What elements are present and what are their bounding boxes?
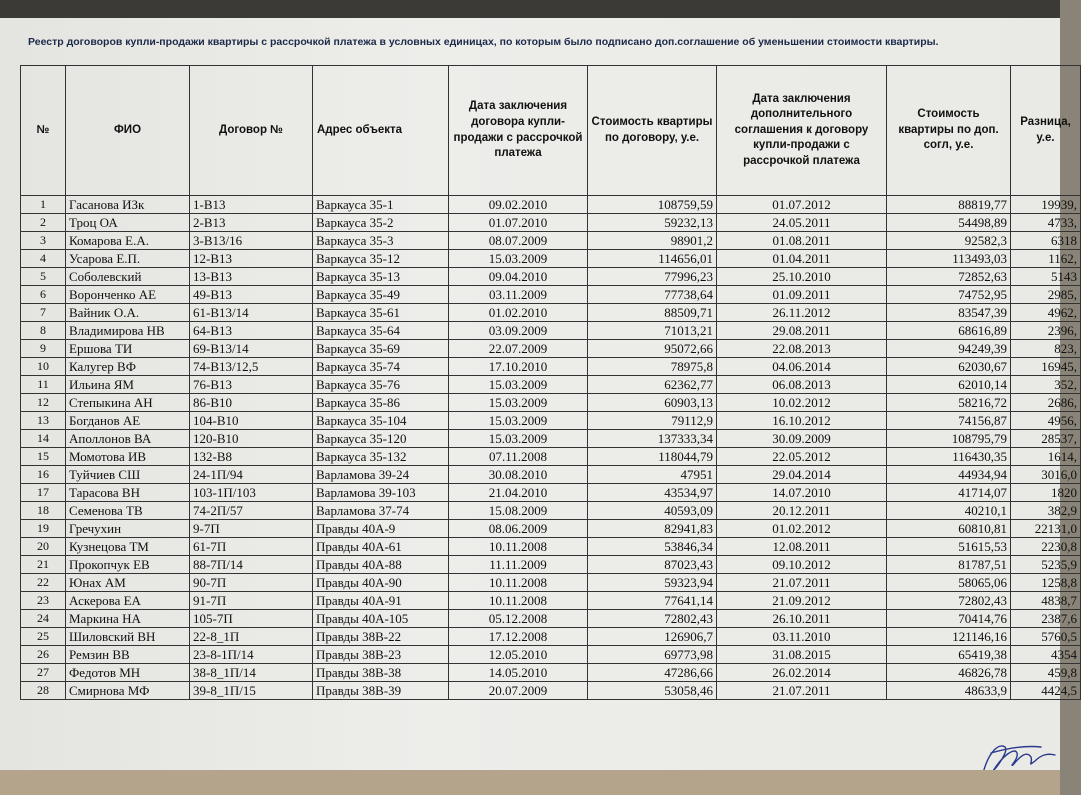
cell-row-number: 6 <box>21 286 66 304</box>
cell-object-address: Правды 40А-9 <box>313 520 449 538</box>
cell-addendum-price: 58065,06 <box>887 574 1011 592</box>
cell-contract-date: 15.03.2009 <box>449 250 588 268</box>
cell-contract-price: 53058,46 <box>588 682 717 700</box>
cell-contract-price: 98901,2 <box>588 232 717 250</box>
table-header-row <box>21 66 1081 196</box>
cell-contract-price: 53846,34 <box>588 538 717 556</box>
cell-full-name: Туйчиев СШ <box>66 466 190 484</box>
cell-difference: 22131,0 <box>1011 520 1081 538</box>
cell-contract-price: 79112,9 <box>588 412 717 430</box>
cell-row-number: 18 <box>21 502 66 520</box>
cell-contract-price: 59232,13 <box>588 214 717 232</box>
cell-object-address: Варкауса 35-69 <box>313 340 449 358</box>
cell-contract-price: 126906,7 <box>588 628 717 646</box>
cell-object-address: Правды 40А-91 <box>313 592 449 610</box>
cell-contract-number: 61-7П <box>190 538 313 556</box>
cell-addendum-date: 01.02.2012 <box>717 520 887 538</box>
table-row <box>21 394 1081 412</box>
cell-full-name: Владимирова НВ <box>66 322 190 340</box>
cell-object-address: Варкауса 35-64 <box>313 322 449 340</box>
cell-difference: 2387,6 <box>1011 610 1081 628</box>
cell-contract-number: 90-7П <box>190 574 313 592</box>
cell-addendum-price: 46826,78 <box>887 664 1011 682</box>
cell-addendum-date: 12.08.2011 <box>717 538 887 556</box>
cell-full-name: Комарова Е.А. <box>66 232 190 250</box>
cell-row-number: 21 <box>21 556 66 574</box>
cell-contract-number: 61-В13/14 <box>190 304 313 322</box>
cell-contract-date: 10.11.2008 <box>449 574 588 592</box>
cell-addendum-price: 108795,79 <box>887 430 1011 448</box>
table-row <box>21 376 1081 394</box>
cell-addendum-date: 20.12.2011 <box>717 502 887 520</box>
cell-addendum-date: 09.10.2012 <box>717 556 887 574</box>
cell-row-number: 25 <box>21 628 66 646</box>
cell-difference: 3016,0 <box>1011 466 1081 484</box>
cell-contract-number: 12-В13 <box>190 250 313 268</box>
cell-addendum-date: 04.06.2014 <box>717 358 887 376</box>
table-row <box>21 340 1081 358</box>
cell-object-address: Варкауса 35-61 <box>313 304 449 322</box>
cell-full-name: Соболевский <box>66 268 190 286</box>
cell-object-address: Правды 38В-38 <box>313 664 449 682</box>
cell-row-number: 1 <box>21 196 66 214</box>
cell-full-name: Федотов МН <box>66 664 190 682</box>
cell-addendum-price: 51615,53 <box>887 538 1011 556</box>
cell-contract-date: 15.03.2009 <box>449 394 588 412</box>
table-row <box>21 322 1081 340</box>
cell-addendum-price: 72852,63 <box>887 268 1011 286</box>
cell-object-address: Варкауса 35-13 <box>313 268 449 286</box>
header-number: № <box>21 66 66 196</box>
cell-row-number: 13 <box>21 412 66 430</box>
table-row <box>21 610 1081 628</box>
cell-object-address: Варкауса 35-74 <box>313 358 449 376</box>
cell-full-name: Шиловский ВН <box>66 628 190 646</box>
cell-contract-date: 01.07.2010 <box>449 214 588 232</box>
cell-contract-number: 38-8_1П/14 <box>190 664 313 682</box>
cell-contract-price: 69773,98 <box>588 646 717 664</box>
cell-contract-date: 10.11.2008 <box>449 592 588 610</box>
cell-addendum-price: 83547,39 <box>887 304 1011 322</box>
cell-difference: 4838,7 <box>1011 592 1081 610</box>
cell-difference: 5235,9 <box>1011 556 1081 574</box>
cell-difference: 2230,8 <box>1011 538 1081 556</box>
cell-difference: 4354 <box>1011 646 1081 664</box>
cell-addendum-price: 88819,77 <box>887 196 1011 214</box>
header-addendum-price: Стоимость квартиры по доп. согл, у.е. <box>887 66 1011 196</box>
cell-contract-date: 17.10.2010 <box>449 358 588 376</box>
cell-contract-number: 1-В13 <box>190 196 313 214</box>
cell-contract-number: 2-В13 <box>190 214 313 232</box>
cell-full-name: Троц ОА <box>66 214 190 232</box>
cell-contract-number: 22-8_1П <box>190 628 313 646</box>
header-contract-price: Стоимость квартиры по договору, у.е. <box>588 66 717 196</box>
cell-object-address: Правды 38В-39 <box>313 682 449 700</box>
table-row <box>21 592 1081 610</box>
cell-difference: 382,9 <box>1011 502 1081 520</box>
cell-row-number: 11 <box>21 376 66 394</box>
cell-difference: 459,8 <box>1011 664 1081 682</box>
cell-object-address: Варламова 37-74 <box>313 502 449 520</box>
cell-full-name: Ершова ТИ <box>66 340 190 358</box>
cell-object-address: Варламова 39-103 <box>313 484 449 502</box>
cell-contract-number: 74-2П/57 <box>190 502 313 520</box>
cell-row-number: 2 <box>21 214 66 232</box>
cell-object-address: Варкауса 35-1 <box>313 196 449 214</box>
table-row <box>21 214 1081 232</box>
cell-contract-date: 08.06.2009 <box>449 520 588 538</box>
table-row <box>21 682 1081 700</box>
table-row <box>21 646 1081 664</box>
cell-row-number: 5 <box>21 268 66 286</box>
cell-full-name: Тарасова ВН <box>66 484 190 502</box>
header-difference: Разница, у.е. <box>1011 66 1081 196</box>
cell-difference: 6318 <box>1011 232 1081 250</box>
cell-addendum-date: 21.09.2012 <box>717 592 887 610</box>
cell-contract-price: 59323,94 <box>588 574 717 592</box>
table-row <box>21 268 1081 286</box>
cell-addendum-date: 16.10.2012 <box>717 412 887 430</box>
cell-contract-price: 60903,13 <box>588 394 717 412</box>
cell-row-number: 28 <box>21 682 66 700</box>
cell-full-name: Аполлонов ВА <box>66 430 190 448</box>
cell-full-name: Ильина ЯМ <box>66 376 190 394</box>
cell-full-name: Прокопчук ЕВ <box>66 556 190 574</box>
table-row <box>21 448 1081 466</box>
cell-addendum-price: 40210,1 <box>887 502 1011 520</box>
cell-contract-number: 49-В13 <box>190 286 313 304</box>
cell-contract-price: 108759,59 <box>588 196 717 214</box>
cell-addendum-price: 62010,14 <box>887 376 1011 394</box>
cell-full-name: Вайник О.А. <box>66 304 190 322</box>
cell-full-name: Калугер ВФ <box>66 358 190 376</box>
cell-object-address: Варкауса 35-86 <box>313 394 449 412</box>
cell-object-address: Варкауса 35-2 <box>313 214 449 232</box>
cell-full-name: Момотова ИВ <box>66 448 190 466</box>
cell-contract-price: 77641,14 <box>588 592 717 610</box>
cell-addendum-price: 44934,94 <box>887 466 1011 484</box>
cell-row-number: 9 <box>21 340 66 358</box>
cell-full-name: Воронченко АЕ <box>66 286 190 304</box>
cell-addendum-price: 48633,9 <box>887 682 1011 700</box>
cell-contract-number: 76-В13 <box>190 376 313 394</box>
cell-addendum-date: 24.05.2011 <box>717 214 887 232</box>
cell-contract-date: 22.07.2009 <box>449 340 588 358</box>
cell-difference: 1162, <box>1011 250 1081 268</box>
cell-contract-date: 15.03.2009 <box>449 376 588 394</box>
header-addendum-date: Дата заключения дополнительного соглашения к договору купли-продажи с рассрочкой платежа <box>717 66 887 196</box>
cell-addendum-date: 26.11.2012 <box>717 304 887 322</box>
cell-difference: 16945, <box>1011 358 1081 376</box>
cell-contract-date: 08.07.2009 <box>449 232 588 250</box>
cell-addendum-price: 113493,03 <box>887 250 1011 268</box>
cell-contract-date: 03.11.2009 <box>449 286 588 304</box>
cell-contract-price: 114656,01 <box>588 250 717 268</box>
cell-contract-date: 15.08.2009 <box>449 502 588 520</box>
cell-addendum-date: 06.08.2013 <box>717 376 887 394</box>
cell-object-address: Правды 40А-88 <box>313 556 449 574</box>
cell-addendum-date: 29.08.2011 <box>717 322 887 340</box>
cell-contract-price: 62362,77 <box>588 376 717 394</box>
contracts-register-table <box>20 65 1081 700</box>
cell-contract-number: 74-В13/12,5 <box>190 358 313 376</box>
cell-row-number: 27 <box>21 664 66 682</box>
cell-addendum-date: 03.11.2010 <box>717 628 887 646</box>
cell-object-address: Правды 40А-90 <box>313 574 449 592</box>
cell-addendum-date: 01.08.2011 <box>717 232 887 250</box>
cell-contract-price: 88509,71 <box>588 304 717 322</box>
cell-contract-number: 91-7П <box>190 592 313 610</box>
cell-contract-number: 120-В10 <box>190 430 313 448</box>
cell-object-address: Варкауса 35-120 <box>313 430 449 448</box>
cell-contract-price: 95072,66 <box>588 340 717 358</box>
cell-contract-price: 72802,43 <box>588 610 717 628</box>
cell-contract-number: 105-7П <box>190 610 313 628</box>
cell-row-number: 7 <box>21 304 66 322</box>
cell-object-address: Правды 38В-22 <box>313 628 449 646</box>
cell-row-number: 23 <box>21 592 66 610</box>
cell-object-address: Варламова 39-24 <box>313 466 449 484</box>
table-row <box>21 412 1081 430</box>
table-row <box>21 538 1081 556</box>
cell-addendum-price: 65419,38 <box>887 646 1011 664</box>
cell-addendum-date: 01.04.2011 <box>717 250 887 268</box>
table-row <box>21 628 1081 646</box>
cell-addendum-price: 60810,81 <box>887 520 1011 538</box>
cell-row-number: 15 <box>21 448 66 466</box>
cell-contract-price: 40593,09 <box>588 502 717 520</box>
cell-full-name: Маркина НА <box>66 610 190 628</box>
cell-addendum-price: 94249,39 <box>887 340 1011 358</box>
cell-contract-price: 87023,43 <box>588 556 717 574</box>
cell-contract-price: 47951 <box>588 466 717 484</box>
cell-contract-date: 15.03.2009 <box>449 430 588 448</box>
cell-difference: 2985, <box>1011 286 1081 304</box>
table-body <box>21 196 1081 700</box>
cell-addendum-date: 25.10.2010 <box>717 268 887 286</box>
cell-addendum-date: 22.05.2012 <box>717 448 887 466</box>
cell-object-address: Варкауса 35-49 <box>313 286 449 304</box>
cell-contract-date: 30.08.2010 <box>449 466 588 484</box>
cell-difference: 28537, <box>1011 430 1081 448</box>
cell-contract-number: 13-В13 <box>190 268 313 286</box>
cell-difference: 19939, <box>1011 196 1081 214</box>
cell-addendum-price: 92582,3 <box>887 232 1011 250</box>
cell-addendum-date: 01.07.2012 <box>717 196 887 214</box>
cell-contract-number: 69-В13/14 <box>190 340 313 358</box>
cell-contract-number: 88-7П/14 <box>190 556 313 574</box>
cell-row-number: 4 <box>21 250 66 268</box>
cell-contract-date: 07.11.2008 <box>449 448 588 466</box>
table-row <box>21 430 1081 448</box>
cell-contract-number: 24-1П/94 <box>190 466 313 484</box>
cell-contract-date: 20.07.2009 <box>449 682 588 700</box>
cell-object-address: Варкауса 35-104 <box>313 412 449 430</box>
cell-full-name: Гасанова ИЗк <box>66 196 190 214</box>
cell-contract-date: 14.05.2010 <box>449 664 588 682</box>
cell-full-name: Гречухин <box>66 520 190 538</box>
cell-contract-price: 71013,21 <box>588 322 717 340</box>
cell-difference: 4962, <box>1011 304 1081 322</box>
cell-addendum-price: 116430,35 <box>887 448 1011 466</box>
cell-addendum-date: 30.09.2009 <box>717 430 887 448</box>
cell-contract-date: 09.02.2010 <box>449 196 588 214</box>
table-row <box>21 358 1081 376</box>
cell-contract-price: 77738,64 <box>588 286 717 304</box>
cell-object-address: Правды 40А-105 <box>313 610 449 628</box>
cell-addendum-price: 70414,76 <box>887 610 1011 628</box>
cell-addendum-price: 72802,43 <box>887 592 1011 610</box>
cell-contract-number: 23-8-1П/14 <box>190 646 313 664</box>
cell-difference: 1614, <box>1011 448 1081 466</box>
cell-addendum-price: 58216,72 <box>887 394 1011 412</box>
table-row <box>21 664 1081 682</box>
cell-contract-date: 17.12.2008 <box>449 628 588 646</box>
cell-row-number: 20 <box>21 538 66 556</box>
cell-difference: 1258,8 <box>1011 574 1081 592</box>
cell-contract-price: 77996,23 <box>588 268 717 286</box>
cell-contract-price: 137333,34 <box>588 430 717 448</box>
cell-difference: 1820 <box>1011 484 1081 502</box>
cell-full-name: Степыкина АН <box>66 394 190 412</box>
cell-addendum-date: 31.08.2015 <box>717 646 887 664</box>
cell-contract-number: 132-В8 <box>190 448 313 466</box>
cell-addendum-date: 21.07.2011 <box>717 682 887 700</box>
cell-contract-date: 03.09.2009 <box>449 322 588 340</box>
cell-object-address: Варкауса 35-76 <box>313 376 449 394</box>
cell-addendum-date: 10.02.2012 <box>717 394 887 412</box>
cell-addendum-price: 62030,67 <box>887 358 1011 376</box>
cell-difference: 2686, <box>1011 394 1081 412</box>
cell-contract-number: 9-7П <box>190 520 313 538</box>
table-row <box>21 304 1081 322</box>
cell-addendum-price: 68616,89 <box>887 322 1011 340</box>
document-sheet <box>0 18 1077 770</box>
cell-object-address: Варкауса 35-12 <box>313 250 449 268</box>
cell-addendum-price: 74752,95 <box>887 286 1011 304</box>
table-row <box>21 520 1081 538</box>
cell-contract-price: 47286,66 <box>588 664 717 682</box>
cell-contract-date: 09.04.2010 <box>449 268 588 286</box>
cell-row-number: 3 <box>21 232 66 250</box>
cell-contract-date: 10.11.2008 <box>449 538 588 556</box>
cell-contract-number: 3-В13/16 <box>190 232 313 250</box>
cell-row-number: 26 <box>21 646 66 664</box>
cell-contract-date: 12.05.2010 <box>449 646 588 664</box>
cell-object-address: Варкауса 35-132 <box>313 448 449 466</box>
cell-difference: 823, <box>1011 340 1081 358</box>
cell-object-address: Варкауса 35-3 <box>313 232 449 250</box>
cell-row-number: 24 <box>21 610 66 628</box>
cell-contract-price: 118044,79 <box>588 448 717 466</box>
cell-addendum-date: 22.08.2013 <box>717 340 887 358</box>
cell-contract-date: 01.02.2010 <box>449 304 588 322</box>
cell-contract-price: 78975,8 <box>588 358 717 376</box>
cell-difference: 352, <box>1011 376 1081 394</box>
cell-object-address: Правды 40А-61 <box>313 538 449 556</box>
cell-row-number: 14 <box>21 430 66 448</box>
table-row <box>21 484 1081 502</box>
table-row <box>21 502 1081 520</box>
cell-full-name: Усарова Е.П. <box>66 250 190 268</box>
header-object-address: Адрес объекта <box>313 66 449 196</box>
cell-full-name: Кузнецова ТМ <box>66 538 190 556</box>
header-contract-date: Дата заключения договора купли-продажи с рассрочкой платежа <box>449 66 588 196</box>
cell-contract-date: 21.04.2010 <box>449 484 588 502</box>
cell-addendum-date: 14.07.2010 <box>717 484 887 502</box>
cell-row-number: 8 <box>21 322 66 340</box>
cell-addendum-date: 26.02.2014 <box>717 664 887 682</box>
photo-background-top <box>0 0 1060 18</box>
table-row <box>21 556 1081 574</box>
cell-addendum-price: 121146,16 <box>887 628 1011 646</box>
table-row <box>21 232 1081 250</box>
cell-contract-number: 103-1П/103 <box>190 484 313 502</box>
cell-addendum-date: 26.10.2011 <box>717 610 887 628</box>
cell-difference: 5760,5 <box>1011 628 1081 646</box>
cell-addendum-date: 29.04.2014 <box>717 466 887 484</box>
header-full-name: ФИО <box>66 66 190 196</box>
cell-addendum-price: 74156,87 <box>887 412 1011 430</box>
cell-contract-number: 86-В10 <box>190 394 313 412</box>
cell-full-name: Семенова ТВ <box>66 502 190 520</box>
table-row <box>21 196 1081 214</box>
cell-full-name: Юнах АМ <box>66 574 190 592</box>
cell-difference: 4733, <box>1011 214 1081 232</box>
cell-row-number: 12 <box>21 394 66 412</box>
cell-contract-date: 11.11.2009 <box>449 556 588 574</box>
cell-difference: 5143 <box>1011 268 1081 286</box>
cell-difference: 4956, <box>1011 412 1081 430</box>
cell-row-number: 19 <box>21 520 66 538</box>
cell-contract-price: 82941,83 <box>588 520 717 538</box>
cell-difference: 4424,5 <box>1011 682 1081 700</box>
cell-addendum-price: 54498,89 <box>887 214 1011 232</box>
document-title: Реестр договоров купли-продажи квартиры с рассрочкой платежа в условных единицах, по которым было подписано доп.соглашение об уменьшении стоимости квартиры. <box>28 36 939 48</box>
cell-full-name: Смирнова МФ <box>66 682 190 700</box>
cell-contract-number: 39-8_1П/15 <box>190 682 313 700</box>
cell-full-name: Ремзин ВВ <box>66 646 190 664</box>
cell-addendum-price: 81787,51 <box>887 556 1011 574</box>
table-row <box>21 250 1081 268</box>
cell-addendum-date: 01.09.2011 <box>717 286 887 304</box>
header-contract-number: Договор № <box>190 66 313 196</box>
cell-difference: 2396, <box>1011 322 1081 340</box>
table-row <box>21 286 1081 304</box>
cell-object-address: Правды 38В-23 <box>313 646 449 664</box>
cell-row-number: 22 <box>21 574 66 592</box>
cell-addendum-date: 21.07.2011 <box>717 574 887 592</box>
cell-contract-number: 64-В13 <box>190 322 313 340</box>
cell-contract-number: 104-В10 <box>190 412 313 430</box>
cell-contract-date: 05.12.2008 <box>449 610 588 628</box>
cell-contract-price: 43534,97 <box>588 484 717 502</box>
cell-addendum-price: 41714,07 <box>887 484 1011 502</box>
cell-contract-date: 15.03.2009 <box>449 412 588 430</box>
table-row <box>21 466 1081 484</box>
cell-full-name: Аскерова ЕА <box>66 592 190 610</box>
cell-row-number: 10 <box>21 358 66 376</box>
table-row <box>21 574 1081 592</box>
cell-row-number: 17 <box>21 484 66 502</box>
cell-row-number: 16 <box>21 466 66 484</box>
photo-background-bottom <box>0 770 1060 795</box>
cell-full-name: Богданов АЕ <box>66 412 190 430</box>
